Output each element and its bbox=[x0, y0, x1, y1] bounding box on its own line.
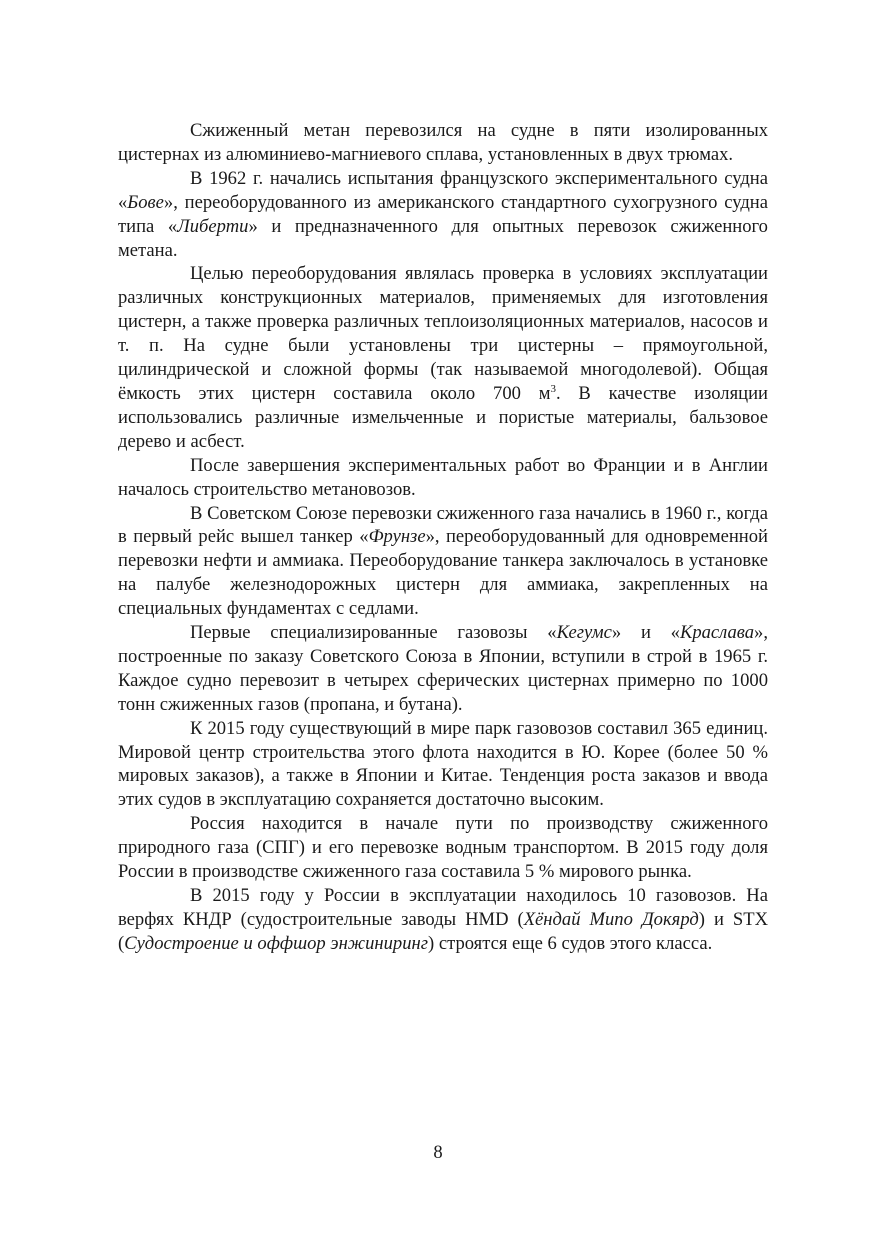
text-run: ) строятся еще 6 судов этого класса. bbox=[428, 932, 713, 954]
superscript: 3 bbox=[550, 382, 556, 395]
text-run: Первые специализированные газовозы « bbox=[190, 622, 557, 644]
paragraph bbox=[118, 812, 768, 884]
text-run: Россия находится в начале пути по производству сжиженного природного газа (СПГ) и его перевозке водным транспортом. В 2015 году доля России в производстве сжиженного газа составила 5 % мирового рынка. bbox=[118, 813, 768, 883]
italic-ship-name: Фрунзе bbox=[368, 526, 426, 548]
text-run: . В качестве изоляции использовались различные измельченные и пористые материалы, бальзовое дерево и асбест. bbox=[118, 382, 768, 452]
paragraph bbox=[118, 167, 768, 263]
paragraph bbox=[118, 884, 768, 956]
text-run: » и предназначенного для опытных перевозок сжиженного метана. bbox=[118, 215, 768, 261]
italic-ship-name: Краслава bbox=[679, 622, 755, 644]
italic-ship-name: Либерти bbox=[177, 215, 249, 237]
text-run: После завершения экспериментальных работ во Франции и в Англии началось строительство метановозов. bbox=[118, 454, 768, 500]
paragraph bbox=[118, 621, 768, 717]
paragraph bbox=[118, 454, 768, 502]
text-run: В 1962 г. начались испытания французского экспериментального судна « bbox=[118, 167, 768, 213]
text-run: » и « bbox=[611, 622, 680, 644]
italic-ship-name: Бове bbox=[127, 191, 164, 213]
text-run: Целью переоборудования являлась проверка в условиях эксплуатации различных конструкционных материалов, применяемых для изготовления цистерн, а также проверка различных теплоизоляционных материалов, насосов и т. п. На судне были установлены три цистерны – прямоугольной, цилиндрической и сложной формы (так называемой многодолевой). Общая ёмкость этих цистерн составила около 700 м bbox=[118, 263, 768, 404]
paragraph bbox=[118, 502, 768, 622]
text-run: ) и STX ( bbox=[118, 908, 768, 954]
text-run: », построенные по заказу Советского Союза в Японии, вступили в строй в 1965 г. Каждое судно перевозит в четырех сферических цистернах примерно по 1000 тонн сжиженных газов (пропана, и бутана). bbox=[118, 622, 768, 715]
text-run: », переоборудованный для одновременной перевозки нефти и аммиака. Переоборудование танкера заключалось в установке на палубе железнодорожных цистерн для аммиака, закрепленных на специальных фундаментах с седлами. bbox=[118, 526, 768, 620]
italic-company-name: Хёндай Мипо Докярд bbox=[523, 908, 699, 930]
italic-company-name: Судостроение и оффшор энжиниринг bbox=[124, 932, 428, 954]
text-run: В Советском Союзе перевозки сжиженного газа начались в 1960 г., когда в первый рейс вышел танкер « bbox=[118, 502, 768, 548]
paragraph bbox=[118, 262, 768, 453]
text-run: К 2015 году существующий в мире парк газовозов составил 365 единиц. Мировой центр строительства этого флота находится в Ю. Корее (более 50 % мировых заказов), а также в Японии и Китае. Тенденция роста заказов и ввода этих судов в эксплуатацию сохраняется достаточно высоким. bbox=[118, 717, 768, 811]
paragraph bbox=[118, 119, 768, 167]
paragraph bbox=[118, 717, 768, 813]
text-run: », переоборудованного из американского стандартного сухогрузного судна типа « bbox=[118, 191, 768, 237]
italic-ship-name: Кегумс bbox=[556, 622, 612, 644]
page-body bbox=[118, 119, 768, 956]
page-number: 8 bbox=[433, 1142, 443, 1163]
text-run: Сжиженный метан перевозился на судне в пяти изолированных цистернах из алюминиево-магниевого сплава, установленных в двух трюмах. bbox=[118, 120, 768, 165]
text-run: В 2015 году у России в эксплуатации находилось 10 газовозов. На верфях КНДР (судостроительные заводы HMD ( bbox=[118, 885, 768, 930]
